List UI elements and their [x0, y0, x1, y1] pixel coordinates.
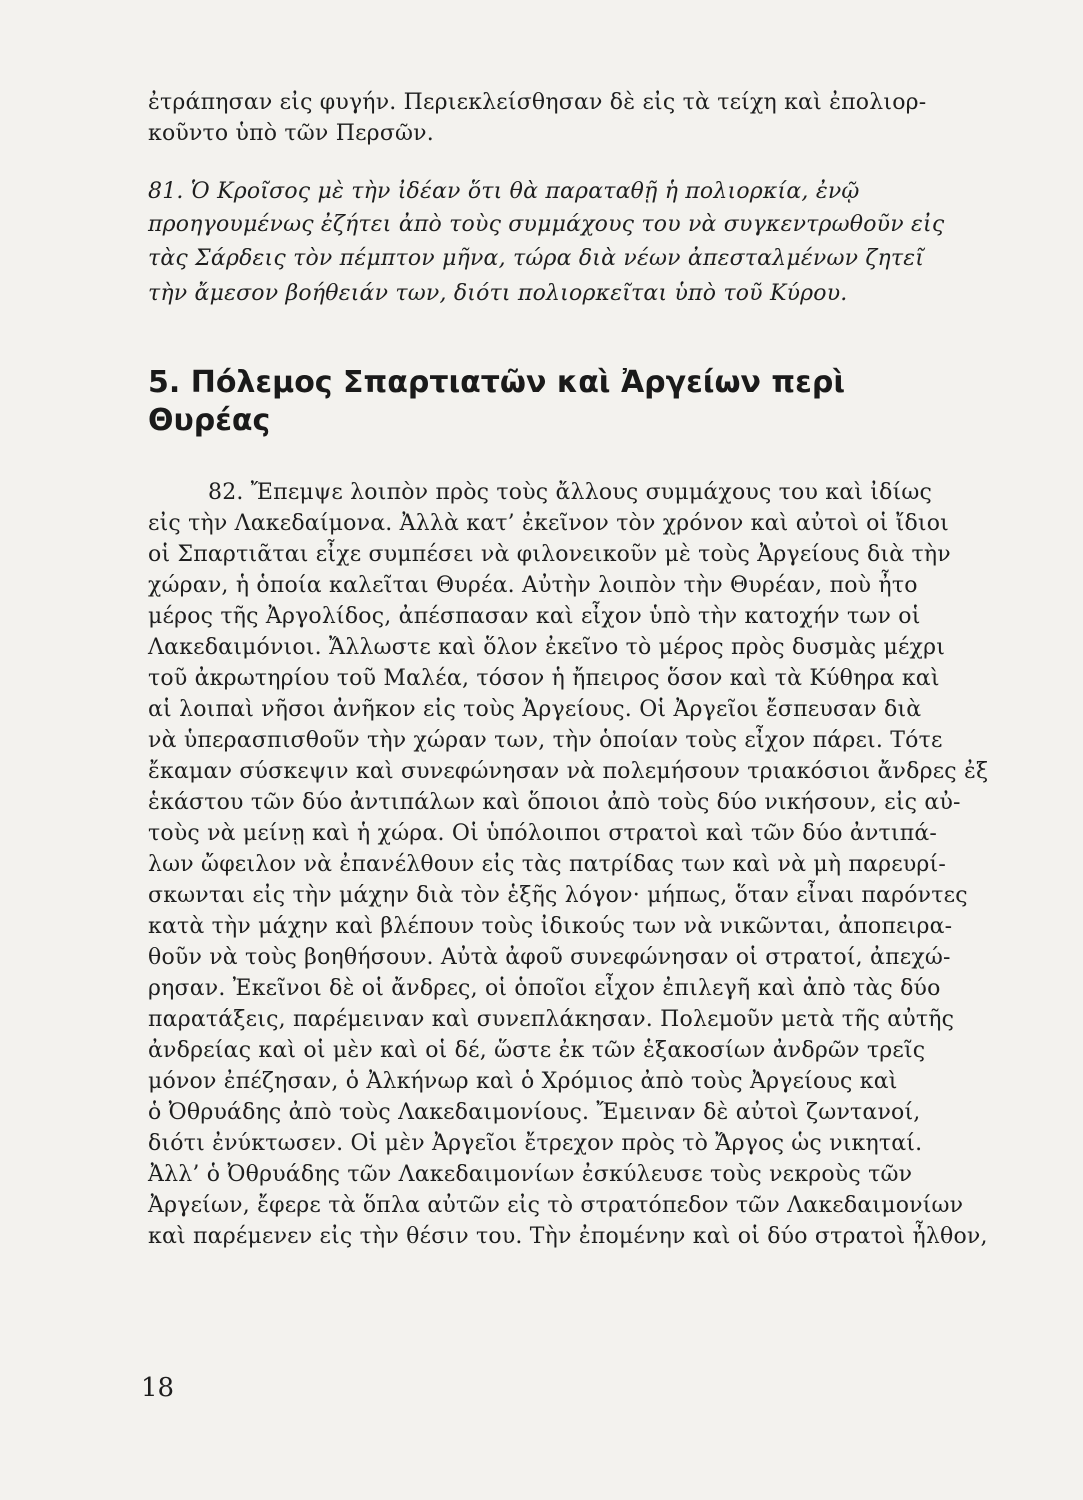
section-heading: Θυρέας: [148, 403, 271, 438]
body-line: σκωνται εἰς τὴν μάχην διὰ τὸν ἑξῆς λόγον· μήπως, ὅταν εἶναι παρόντες: [148, 883, 968, 908]
body-line: χώραν, ἡ ὁποία καλεῖται Θυρέα. Αὐτὴν λοιπὸν τὴν Θυρέαν, ποὺ ἦτο: [148, 573, 918, 598]
body-line: παρατάξεις, παρέμειναν καὶ συνεπλάκησαν. Πολεμοῦν μετὰ τῆς αὐτῆς: [148, 1007, 955, 1032]
section-heading: 5. Πόλεμος Σπαρτιατῶν καὶ Ἀργείων περὶ: [148, 365, 846, 400]
body-line: ἔκαμαν σύσκεψιν καὶ συνεφώνησαν νὰ πολεμήσουν τριακόσιοι ἄνδρες ἐξ: [148, 759, 989, 784]
section-81-line: προηγουμένως ἐζήτει ἀπὸ τοὺς συμμάχους του νὰ συγκεντρωθοῦν εἰς: [148, 212, 945, 237]
page-number: 18: [141, 1373, 175, 1403]
body-line: εἰς τὴν Λακεδαίμονα. Ἀλλὰ κατ’ ἐκεῖνον τὸν χρόνον καὶ αὐτοὶ οἱ ἴδιοι: [148, 511, 949, 536]
body-line: ὁ Ὀθρυάδης ἀπὸ τοὺς Λακεδαιμονίους. Ἔμειναν δὲ αὐτοὶ ζωντανοί,: [148, 1100, 921, 1125]
body-line: μέρος τῆς Ἀργολίδος, ἀπέσπασαν καὶ εἶχον ὑπὸ τὴν κατοχήν των οἱ: [148, 604, 921, 629]
body-line: ἑκάστου τῶν δύο ἀντιπάλων καὶ ὅποιοι ἀπὸ τοὺς δύο νικήσουν, εἰς αὐ-: [148, 790, 961, 815]
body-line: λων ὤφειλον νὰ ἐπανέλθουν εἰς τὰς πατρίδας των καὶ νὰ μὴ παρευρί-: [148, 852, 947, 877]
body-line: θοῦν νὰ τοὺς βοηθήσουν. Αὐτὰ ἀφοῦ συνεφώνησαν οἱ στρατοί, ἀπεχώ-: [148, 945, 951, 970]
section-81-line: τὴν ἄμεσον βοήθειάν των, διότι πολιορκεῖται ὑπὸ τοῦ Κύρου.: [148, 281, 848, 306]
body-line: αἱ λοιπαὶ νῆσοι ἀνῆκον εἰς τοὺς Ἀργείους. Οἱ Ἀργεῖοι ἔσπευσαν διὰ: [148, 697, 922, 722]
body-line: μόνον ἐπέζησαν, ὁ Ἀλκήνωρ καὶ ὁ Χρόμιος ἀπὸ τοὺς Ἀργείους καὶ: [148, 1069, 898, 1094]
section-81-line: τὰς Σάρδεις τὸν πέμπτον μῆνα, τώρα διὰ νέων ἀπεσταλμένων ζητεῖ: [148, 246, 925, 271]
body-line: οἱ Σπαρτιᾶται εἶχε συμπέσει νὰ φιλονεικοῦν μὲ τοὺς Ἀργείους διὰ τὴν: [148, 542, 951, 567]
body-line: νὰ ὑπερασπισθοῦν τὴν χώραν των, τὴν ὁποίαν τοὺς εἶχον πάρει. Τότε: [148, 728, 943, 753]
body-line: κατὰ τὴν μάχην καὶ βλέπουν τοὺς ἰδικούς των νὰ νικῶνται, ἀποπειρα-: [148, 914, 953, 939]
body-line: διότι ἐνύκτωσεν. Οἱ μὲν Ἀργεῖοι ἔτρεχον πρὸς τὸ Ἄργος ὡς νικηταί.: [148, 1131, 923, 1156]
section-81-line: 81. Ὁ Κροῖσος μὲ τὴν ἰδέαν ὅτι θὰ παραταθῇ ἡ πολιορκία, ἐνῷ: [148, 179, 860, 204]
body-line: Λακεδαιμόνιοι. Ἄλλωστε καὶ ὅλον ἐκεῖνο τὸ μέρος πρὸς δυσμὰς μέχρι: [148, 635, 946, 660]
text-line: κοῦντο ὑπὸ τῶν Περσῶν.: [148, 121, 434, 146]
body-line: τοὺς νὰ μείνῃ καὶ ἡ χώρα. Οἱ ὑπόλοιποι στρατοὶ καὶ τῶν δύο ἀντιπά-: [148, 821, 938, 846]
body-line: καὶ παρέμενεν εἰς τὴν θέσιν του. Τὴν ἐπομένην καὶ οἱ δύο στρατοὶ ἦλθον,: [148, 1224, 988, 1249]
body-line: 82. Ἔπεμψε λοιπὸν πρὸς τοὺς ἄλλους συμμάχους του καὶ ἰδίως: [208, 480, 933, 505]
body-line: Ἀλλ’ ὁ Ὀθρυάδης τῶν Λακεδαιμονίων ἐσκύλευσε τοὺς νεκροὺς τῶν: [148, 1162, 913, 1187]
body-line: Ἀργείων, ἔφερε τὰ ὅπλα αὐτῶν εἰς τὸ στρατόπεδον τῶν Λακεδαιμονίων: [148, 1193, 964, 1218]
body-line: ἀνδρείας καὶ οἱ μὲν καὶ οἱ δέ, ὥστε ἐκ τῶν ἑξακοσίων ἀνδρῶν τρεῖς: [148, 1038, 926, 1063]
body-line: τοῦ ἀκρωτηρίου τοῦ Μαλέα, τόσον ἡ ἤπειρος ὅσον καὶ τὰ Κύθηρα καὶ: [148, 666, 940, 691]
text-line: ἐτράπησαν εἰς φυγήν. Περιεκλείσθησαν δὲ εἰς τὰ τείχη καὶ ἐπολιορ-: [148, 90, 927, 115]
body-line: ρησαν. Ἐκεῖνοι δὲ οἱ ἄνδρες, οἱ ὁποῖοι εἶχον ἐπιλεγῆ καὶ ἀπὸ τὰς δύο: [148, 976, 941, 1001]
